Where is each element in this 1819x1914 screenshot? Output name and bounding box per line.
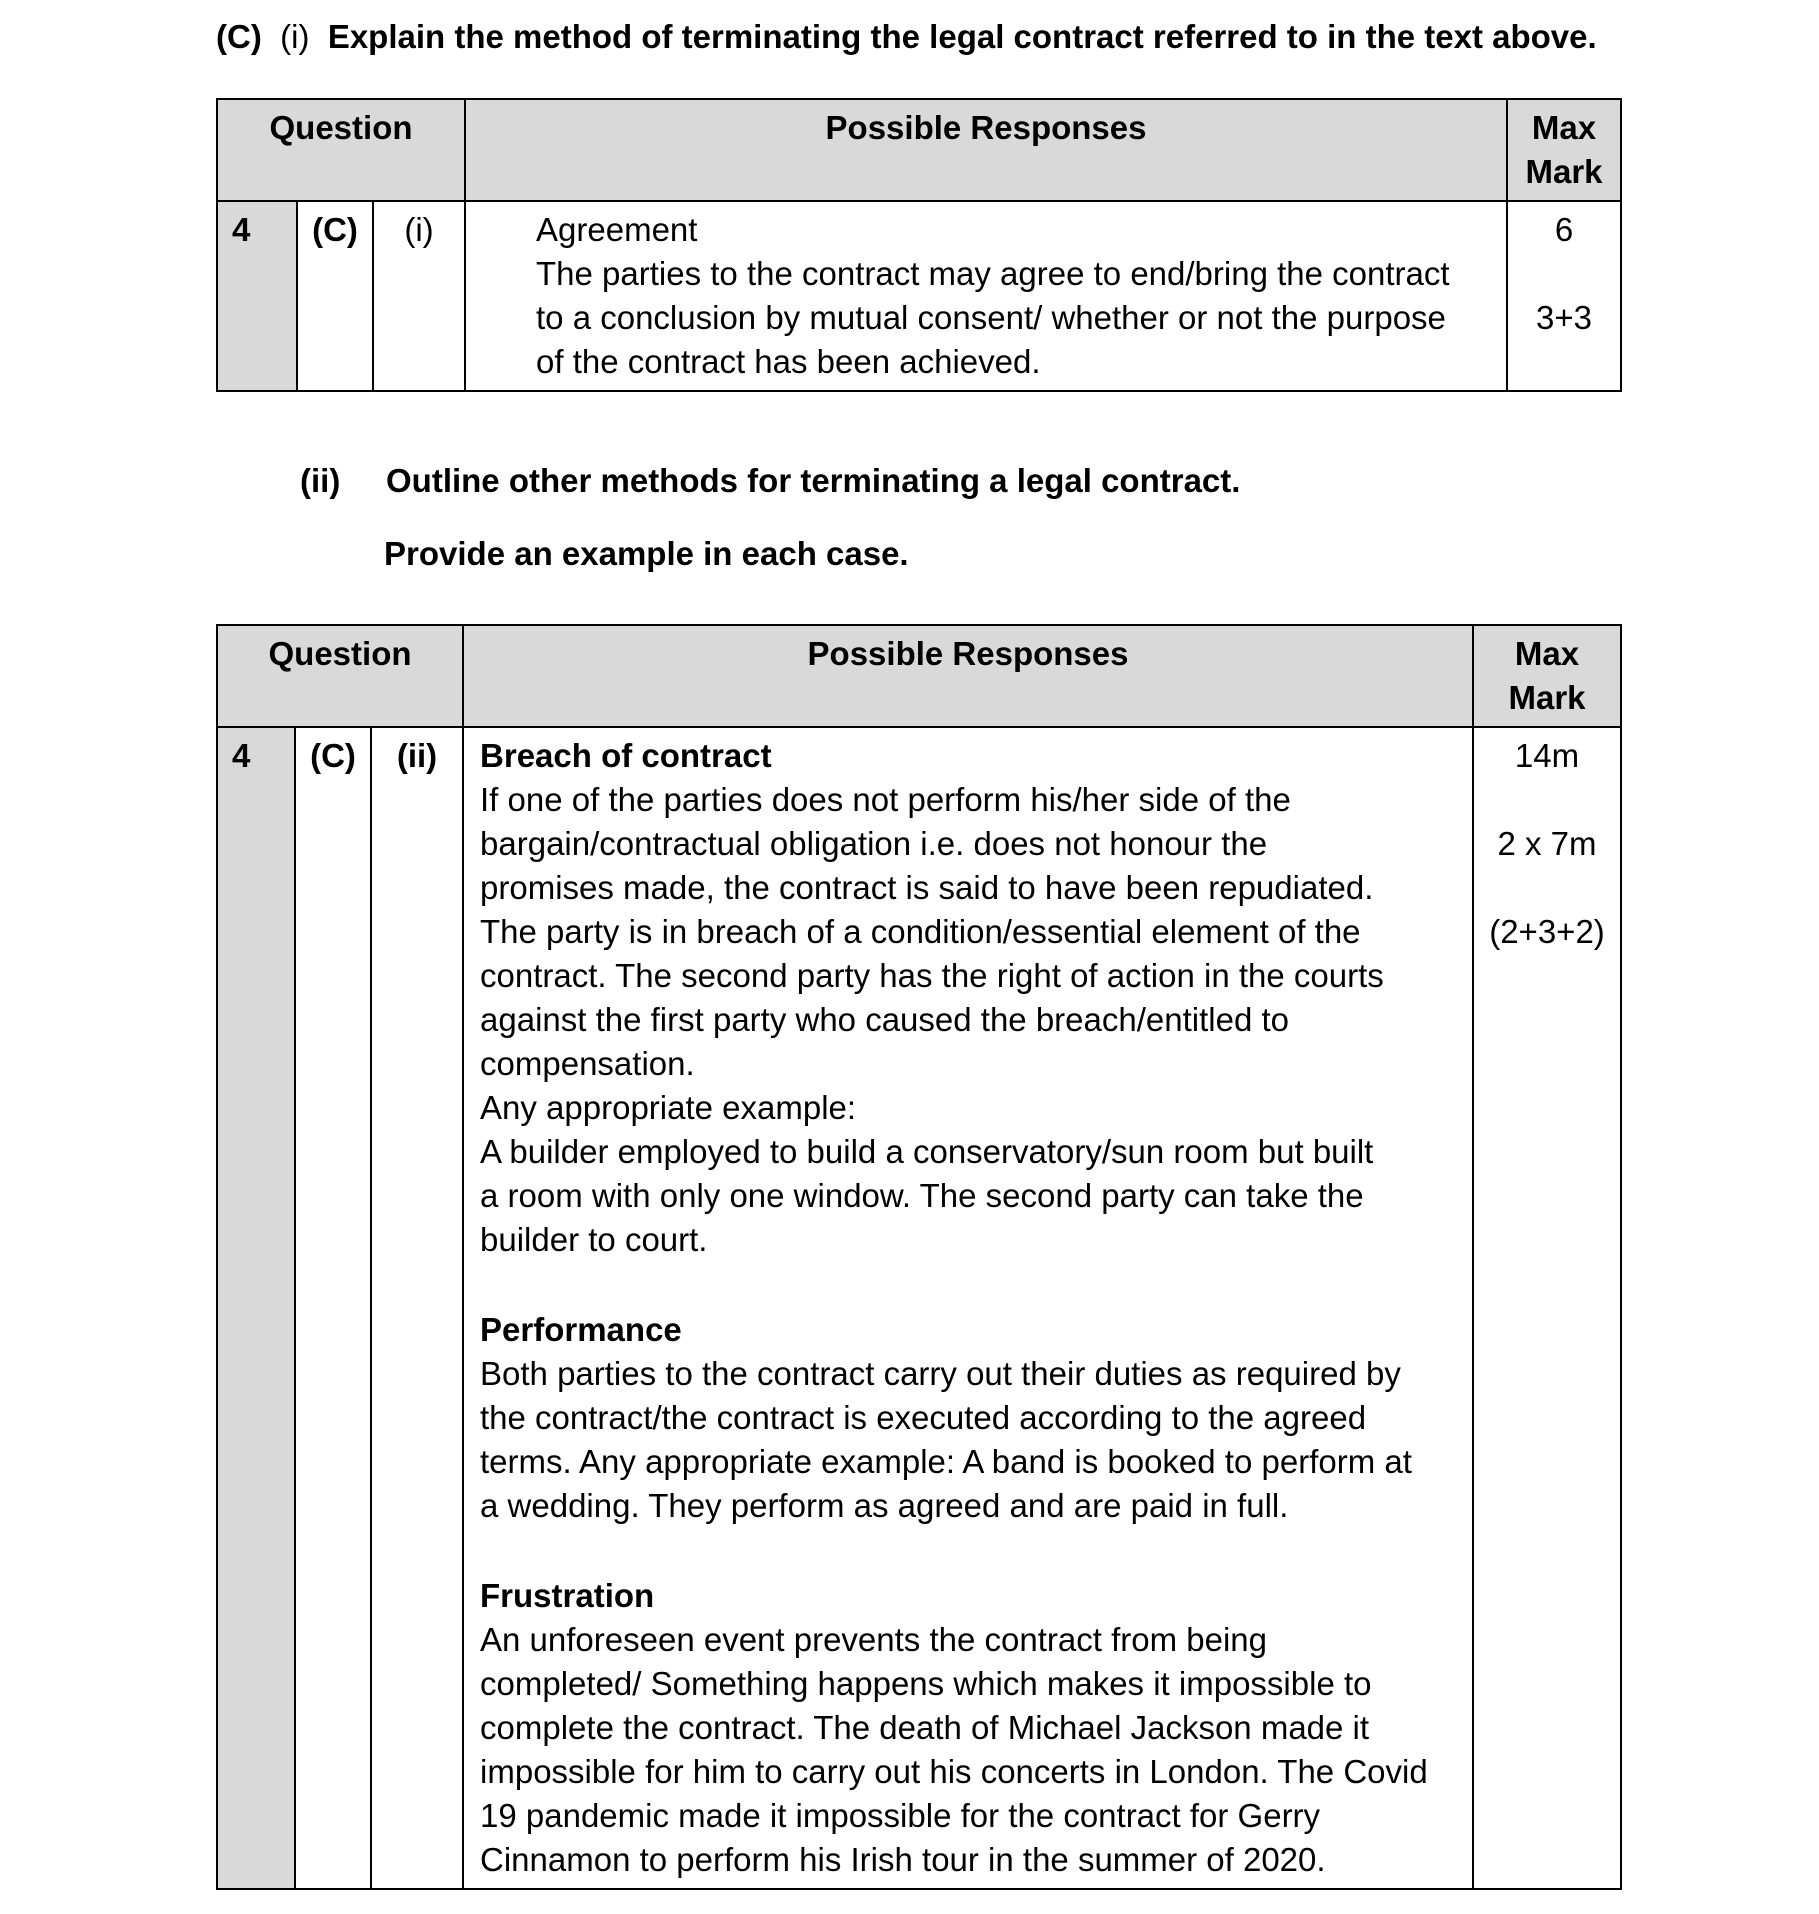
block-title-frustration: Frustration <box>480 1577 655 1614</box>
mark-cell <box>1507 201 1621 391</box>
response-line: the contract/the contract is executed according to the agreed <box>480 1399 1367 1436</box>
mark-breakdown: 2 x 7m <box>1497 825 1597 862</box>
response-line: Both parties to the contract carry out their duties as required by <box>480 1355 1401 1392</box>
max-mark-header: Max Mark <box>1507 99 1621 201</box>
part-ii-prompt-2: Provide an example in each case. <box>384 535 909 572</box>
response-line: of the contract has been achieved. <box>536 343 1041 380</box>
block-title-breach: Breach of contract <box>480 737 772 774</box>
response-line: bargain/contractual obligation i.e. does not honour the <box>480 825 1268 862</box>
question-header: Question <box>217 99 465 201</box>
table-header-row <box>217 625 1621 727</box>
response-line: An unforeseen event prevents the contract from being <box>480 1621 1267 1658</box>
sub-label-i: (i) <box>280 18 310 55</box>
part-ii-heading <box>300 462 340 500</box>
response-line: completed/ Something happens which makes it impossible to <box>480 1665 1372 1702</box>
response-line: to a conclusion by mutual consent/ whether or not the purpose <box>536 299 1446 336</box>
response-line: compensation. <box>480 1045 695 1082</box>
table-row <box>217 727 1621 1889</box>
question-letter: (C) <box>295 727 371 1889</box>
response-line: A builder employed to build a conservatory/sun room but built <box>480 1133 1374 1170</box>
part-label: (C) <box>216 18 262 55</box>
response-cell <box>465 201 1507 391</box>
response-line: complete the contract. The death of Michael Jackson made it <box>480 1709 1370 1746</box>
response-line: a wedding. They perform as agreed and are paid in full. <box>480 1487 1289 1524</box>
response-line: promises made, the contract is said to have been repudiated. <box>480 869 1374 906</box>
part-i-prompt: Explain the method of terminating the legal contract referred to in the text above. <box>327 18 1597 55</box>
response-line: contract. The second party has the right of action in the courts <box>480 957 1384 994</box>
response-line: terms. Any appropriate example: A band is booked to perform at <box>480 1443 1412 1480</box>
table-row <box>217 201 1621 391</box>
max-mark-value: 6 <box>1554 211 1574 248</box>
question-roman: (ii) <box>371 727 463 1889</box>
part-ii-prompt-1: Outline other methods for terminating a legal contract. <box>386 462 1241 499</box>
max-mark-value: 14m <box>1514 737 1580 774</box>
question-roman: (i) <box>373 201 465 391</box>
question-letter: (C) <box>297 201 373 391</box>
marking-table-part-ii <box>216 624 1622 1890</box>
question-header: Question <box>217 625 463 727</box>
response-line: If one of the parties does not perform his/her side of the <box>480 781 1291 818</box>
response-line: The parties to the contract may agree to end/bring the contract <box>536 255 1450 292</box>
response-line: a room with only one window. The second party can take the <box>480 1177 1364 1214</box>
sub-label-ii: (ii) <box>300 462 341 499</box>
block-title-performance: Performance <box>480 1311 682 1348</box>
mark-breakdown: 3+3 <box>1536 299 1592 336</box>
response-line: Cinnamon to perform his Irish tour in the summer of 2020. <box>480 1841 1326 1878</box>
response-line: impossible for him to carry out his concerts in London. The Covid <box>480 1753 1428 1790</box>
responses-header: Possible Responses <box>463 625 1473 727</box>
marking-table-part-i <box>216 98 1622 392</box>
response-line: Any appropriate example: <box>480 1089 857 1126</box>
response-line: against the first party who caused the breach/entitled to <box>480 1001 1289 1038</box>
question-number: 4 <box>217 201 297 391</box>
max-mark-header: Max Mark <box>1473 625 1621 727</box>
response-line: Agreement <box>536 211 698 248</box>
responses-header: Possible Responses <box>465 99 1507 201</box>
response-line: The party is in breach of a condition/essential element of the <box>480 913 1361 950</box>
question-number: 4 <box>217 727 295 1889</box>
mark-split: (2+3+2) <box>1489 913 1605 950</box>
response-line: 19 pandemic made it impossible for the contract for Gerry <box>480 1797 1321 1834</box>
part-i-heading <box>216 18 1597 56</box>
response-cell <box>463 727 1473 1889</box>
mark-cell <box>1473 727 1621 1889</box>
table-header-row <box>217 99 1621 201</box>
response-line: builder to court. <box>480 1221 708 1258</box>
